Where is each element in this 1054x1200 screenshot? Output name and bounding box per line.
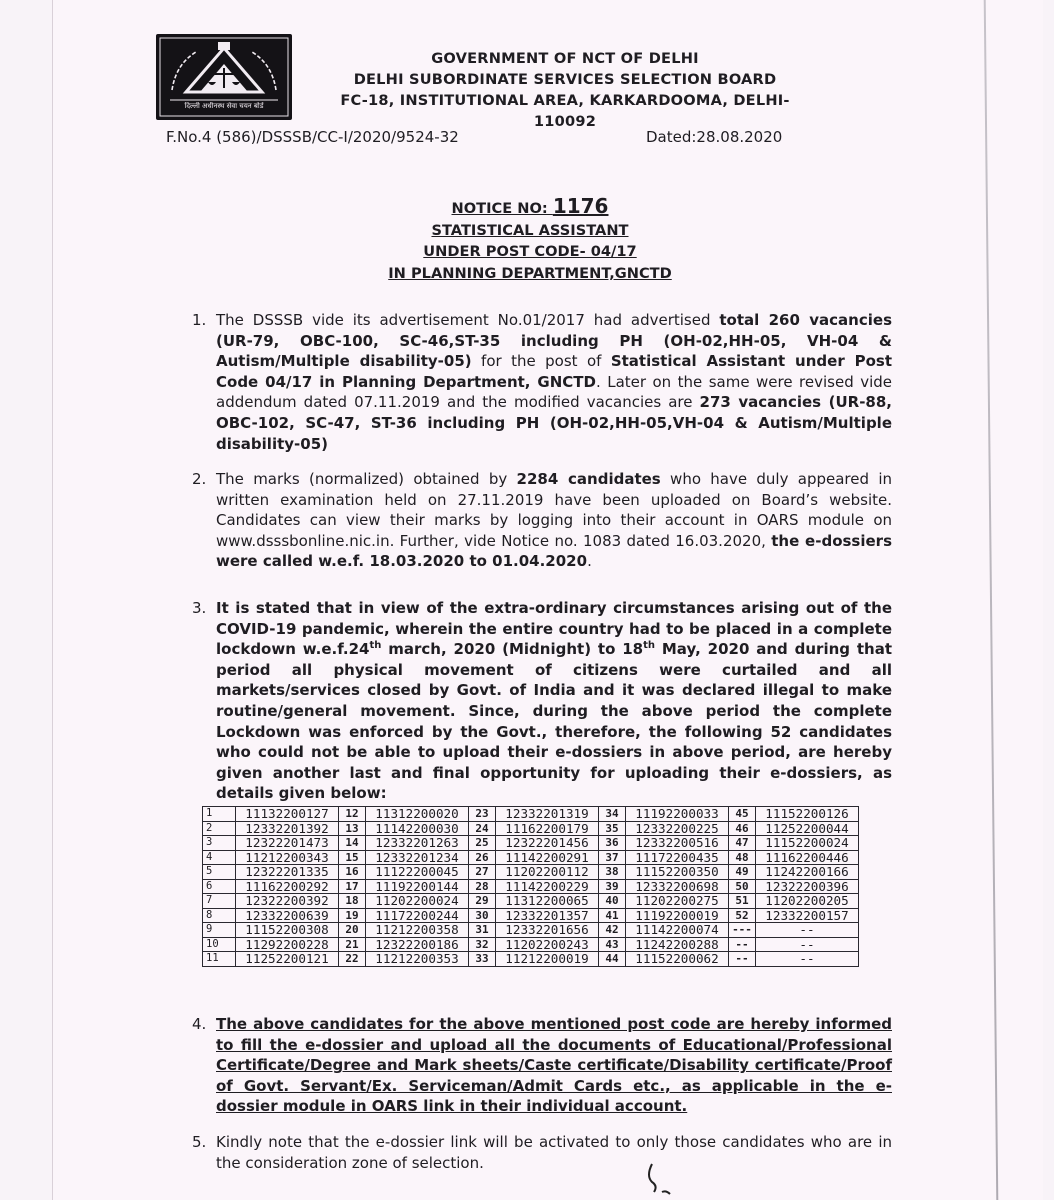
notice-title-1: STATISTICAL ASSISTANT [431,221,629,239]
serial-number-cell: 40 [599,894,626,909]
text-bold: march, 2020 (Midnight) to 18 [381,640,644,659]
roll-number-cell: 12332201263 [366,836,469,851]
roll-number-cell: 11152200024 [756,836,859,851]
serial-number-cell: 19 [339,908,366,923]
roll-number-cell: 11242200166 [756,865,859,880]
roll-number-cell: 12332200225 [626,821,729,836]
serial-number-cell: 32 [469,937,496,952]
roll-number-cell: 12332200698 [626,879,729,894]
roll-number-cell: 11202200275 [626,894,729,909]
text: . [587,552,592,571]
serial-number-cell: 45 [729,807,756,822]
serial-number-cell: 21 [339,937,366,952]
table-row [203,836,859,851]
roll-number-cell: 11142200030 [366,821,469,836]
serial-number-cell: 13 [339,821,366,836]
roll-number-cell: 12332201234 [366,850,469,865]
text-bold: 2284 candidates [516,470,661,488]
paragraph-number: 3. [192,599,207,617]
notice-number: 1176 [552,194,609,218]
serial-number-cell: 30 [469,908,496,923]
text: The marks (normalized) obtained by [216,470,517,488]
superscript: th [369,640,382,652]
roll-number-cell: 12322200186 [366,937,469,952]
roll-number-cell: 11152200062 [626,952,729,967]
signature-mark [640,1162,680,1200]
roll-number-cell: 11152200350 [626,865,729,880]
roll-number-cell: 11142200291 [496,850,599,865]
file-number: F.No.4 (586)/DSSSB/CC-I/2020/9524-32 [166,128,459,146]
serial-number-cell: 12 [339,807,366,822]
serial-number-cell: 43 [599,937,626,952]
paragraph-1 [192,310,892,454]
paragraph-3 [192,598,892,804]
text-bold: It is stated that in view of the extra-ordinary circumstances arising out of the COVID-19 pandemic, wherein the entire country had to be placed in a complete lockdown w.e.f.24 [216,599,892,659]
roll-number-cell: 12332200639 [236,908,339,923]
roll-number-cell: 12322200396 [756,879,859,894]
table-row [203,923,859,938]
notice-title-3: IN PLANNING DEPARTMENT,GNCTD [388,264,672,282]
serial-number-cell: 27 [469,865,496,880]
serial-number-cell: --- [729,923,756,938]
serial-number-cell: 1 [203,807,236,822]
serial-number-cell: 9 [203,923,236,938]
logo-caption: दिल्ली अधीनस्थ सेवा चयन बोर्ड [184,102,264,110]
date: Dated:28.08.2020 [646,128,783,146]
roll-number-cell: 12332200157 [756,908,859,923]
serial-number-cell: 22 [339,952,366,967]
serial-number-cell: 50 [729,879,756,894]
serial-number-cell: 16 [339,865,366,880]
serial-number-cell: 8 [203,908,236,923]
table-row [203,908,859,923]
text-bold-underlined: The above candidates for the above mentioned post code are hereby informed to fill the e-dossier and upload all the documents of Educational/Professional Certificate/Degree and Mark sheets/Caste certificate/Disability certificate/Proof of Govt. Servant/Ex. Serviceman/Admit Cards etc., as applicable in the e-dossier module in OARS link in their individual account. [216,1015,892,1116]
roll-number-cell: 11312200020 [366,807,469,822]
notice-title-block [300,196,760,284]
roll-number-cell: 12322201456 [496,836,599,851]
table-row [203,850,859,865]
roll-number-cell: -- [756,937,859,952]
serial-number-cell: 33 [469,952,496,967]
roll-number-cell: -- [756,923,859,938]
paragraph-number: 4. [192,1015,207,1033]
serial-number-cell: 31 [469,923,496,938]
letterhead-line-1: GOVERNMENT OF NCT OF DELHI [431,50,699,67]
serial-number-cell: 38 [599,865,626,880]
roll-number-cell: 11242200288 [626,937,729,952]
serial-number-cell: 47 [729,836,756,851]
serial-number-cell: 37 [599,850,626,865]
paragraph-5 [192,1132,892,1173]
text: who have duly appeared in written examination held on 27.11.2019 have been uploaded on Board’s website. Candidates can view their marks by logging into their account in OARS module on www.dsssbonline.nic.in. Further, vide Notice no. 1083 dated 16.03.2020, [216,470,892,550]
roll-number-cell: 11142200229 [496,879,599,894]
roll-number-cell: 11292200228 [236,937,339,952]
roll-number-cell: 11142200074 [626,923,729,938]
serial-number-cell: 3 [203,836,236,851]
letterhead-line-3: FC-18, INSTITUTIONAL AREA, KARKARDOOMA, DELHI- [340,92,790,109]
dsssb-logo [156,34,292,120]
roll-number-cell: 11192200033 [626,807,729,822]
serial-number-cell: 35 [599,821,626,836]
text-bold: total 260 vacancies (UR-79, OBC-100, SC-46,ST-35 including PH (OH-02,HH-05, VH-04 & Autism/Multiple disability-05) [216,311,892,371]
roll-number-cell: 11152200126 [756,807,859,822]
roll-number-cell: 11252200044 [756,821,859,836]
serial-number-cell: 5 [203,865,236,880]
table-row [203,821,859,836]
serial-number-cell: 18 [339,894,366,909]
serial-number-cell: 41 [599,908,626,923]
roll-number-cell: 12322201473 [236,836,339,851]
text-bold: 273 vacancies (UR-88, OBC-102, SC-47, ST-36 including PH (OH-02,HH-05,VH-04 & Autism/Multiple disability-05) [216,393,892,453]
serial-number-cell: 20 [339,923,366,938]
roll-number-cell: 11162200292 [236,879,339,894]
notice-label: NOTICE NO: [451,200,553,217]
roll-number-cell: 12332201656 [496,923,599,938]
serial-number-cell: 46 [729,821,756,836]
serial-number-cell: 14 [339,836,366,851]
notice-title-2: UNDER POST CODE- 04/17 [423,243,637,260]
roll-number-cell: 11192200144 [366,879,469,894]
superscript: th [643,640,656,652]
roll-number-cell: 11212200353 [366,952,469,967]
roll-number-cell: 12332201357 [496,908,599,923]
paragraph-number: 1. [192,311,207,329]
serial-number-cell: 48 [729,850,756,865]
serial-number-cell: 44 [599,952,626,967]
letterhead-line-4: 110092 [533,113,597,130]
roll-number-cell: 11252200121 [236,952,339,967]
table-row [203,952,859,967]
roll-number-cell: 11312200065 [496,894,599,909]
table-row [203,937,859,952]
serial-number-cell: -- [729,937,756,952]
serial-number-cell: 11 [203,952,236,967]
roll-number-cell: 11202200205 [756,894,859,909]
serial-number-cell: 24 [469,821,496,836]
roll-number-cell: -- [756,952,859,967]
serial-number-cell: 29 [469,894,496,909]
serial-number-cell: 25 [469,836,496,851]
serial-number-cell: 34 [599,807,626,822]
roll-number-cell: 11202200024 [366,894,469,909]
text: Kindly note that the e-dossier link will be activated to only those candidates who are in the consideration zone of selection. [216,1133,892,1172]
text: for the post of [471,352,611,371]
roll-number-cell: 11162200179 [496,821,599,836]
serial-number-cell: 15 [339,850,366,865]
serial-number-cell: 52 [729,908,756,923]
text: The DSSSB vide its advertisement No.01/2017 had advertised [216,311,720,329]
serial-number-cell: 2 [203,821,236,836]
serial-number-cell: 42 [599,923,626,938]
serial-number-cell: 23 [469,807,496,822]
paragraph-4 [192,1014,892,1117]
roll-number-cell: 11172200435 [626,850,729,865]
roll-number-cell: 12332201319 [496,807,599,822]
roll-number-cell: 11162200446 [756,850,859,865]
roll-number-cell: 11172200244 [366,908,469,923]
serial-number-cell: 36 [599,836,626,851]
roll-number-cell: 12322200392 [236,894,339,909]
serial-number-cell: 39 [599,879,626,894]
roll-number-cell: 11202200243 [496,937,599,952]
serial-number-cell: 28 [469,879,496,894]
text-bold: the e-dossiers were called w.e.f. 18.03.2020 to 01.04.2020 [216,531,892,571]
serial-number-cell: 10 [203,937,236,952]
roll-number-cell: 11212200343 [236,850,339,865]
serial-number-cell: 49 [729,865,756,880]
notice-number-line [300,196,760,220]
paragraph-2 [192,469,892,572]
table-row [203,879,859,894]
letterhead [300,48,830,132]
table-row [203,865,859,880]
table-row [203,894,859,909]
roll-number-cell: 11192200019 [626,908,729,923]
table-row [203,807,859,822]
serial-number-cell: 4 [203,850,236,865]
letterhead-line-2: DELHI SUBORDINATE SERVICES SELECTION BOARD [353,71,777,88]
candidates-table [202,806,859,967]
roll-number-cell: 12322201335 [236,865,339,880]
roll-number-cell: 11212200358 [366,923,469,938]
paragraph-number: 5. [192,1133,207,1151]
text: . Later on the same were revised vide addendum dated 07.11.2019 and the modified vacancies are [216,372,892,412]
roll-number-cell: 11122200045 [366,865,469,880]
serial-number-cell: 17 [339,879,366,894]
roll-number-cell: 11152200308 [236,923,339,938]
serial-number-cell: 51 [729,894,756,909]
serial-number-cell: 26 [469,850,496,865]
paragraph-number: 2. [192,470,207,488]
serial-number-cell: 6 [203,879,236,894]
serial-number-cell: -- [729,952,756,967]
text-bold: Statistical Assistant under Post Code 04/17 in Planning Department, GNCTD [216,352,892,391]
roll-number-cell: 12332200516 [626,836,729,851]
roll-number-cell: 11202200112 [496,865,599,880]
roll-number-cell: 11212200019 [496,952,599,967]
text-bold: May, 2020 and during that period all physical movement of citizens were curtailed and all markets/services closed by Govt. of India and it was declared illegal to make routine/general movement. Since, during the above period the complete Lockdown was enforced by the Govt., therefore, the following 52 candidates who could not be able to upload their e-dossiers in above period, are hereby given another last and final opportunity for uploading their e-dossiers, as details given below: [216,640,892,803]
serial-number-cell: 7 [203,894,236,909]
roll-number-cell: 12332201392 [236,821,339,836]
roll-number-cell: 11132200127 [236,807,339,822]
